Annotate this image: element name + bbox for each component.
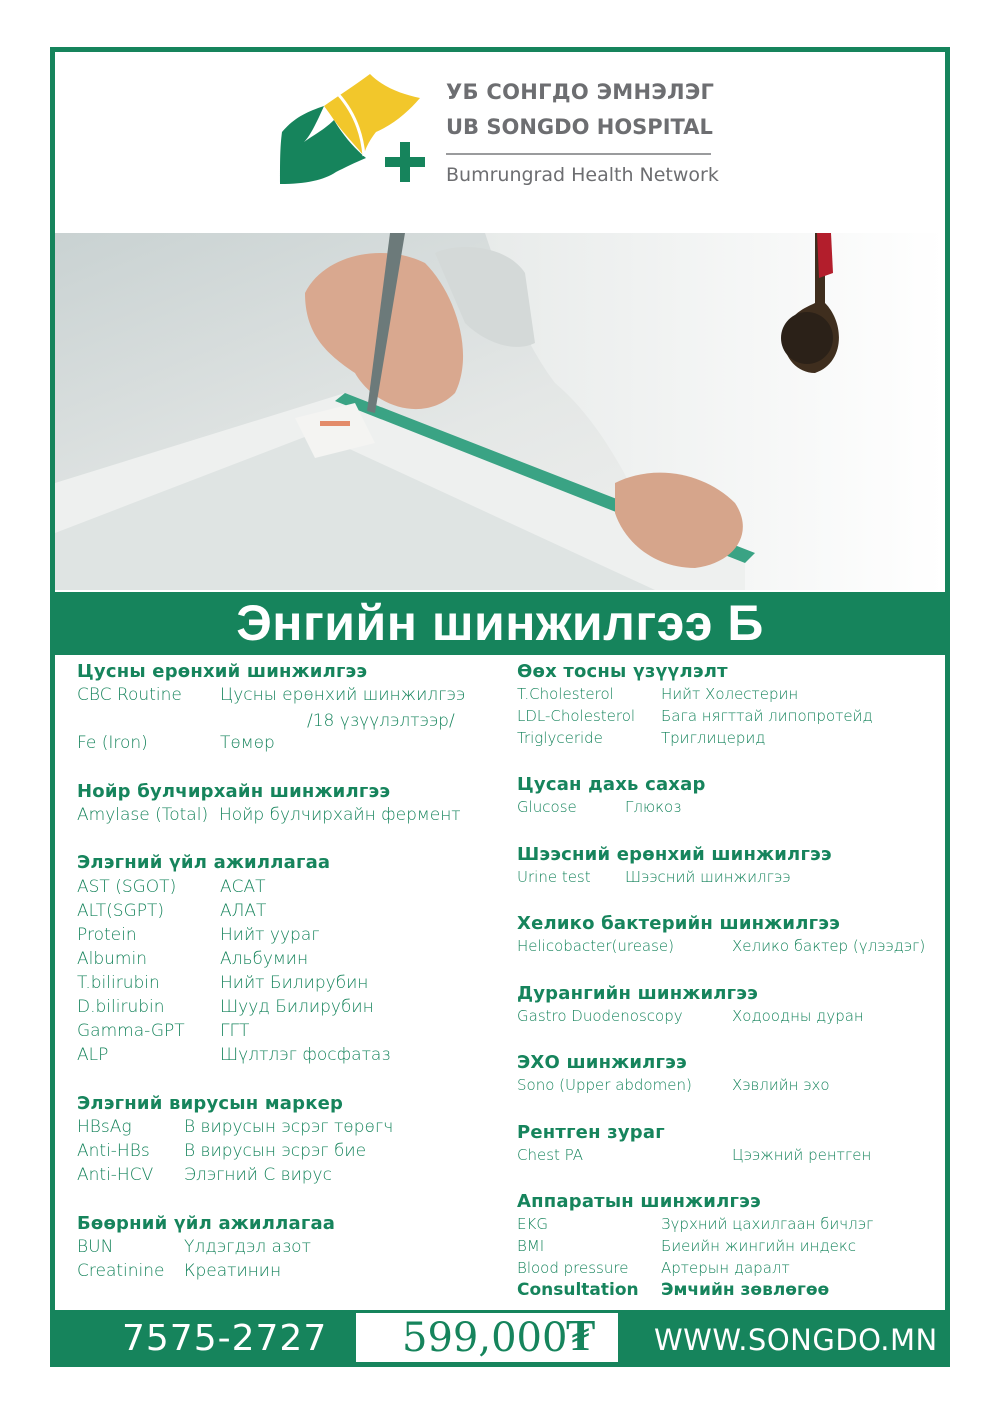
test-code: CBC Routine — [77, 685, 182, 705]
section-apparatus-heading: Аппаратын шинжилгээ — [517, 1191, 761, 1212]
section-urine-heading: Шээсний ерөнхий шинжилгээ — [517, 844, 832, 865]
test-code: Sono (Upper abdomen) — [517, 1076, 692, 1094]
logo-name-mn: УБ СОНГДО ЭМНЭЛЭГ — [446, 80, 715, 104]
test-code: BUN — [77, 1237, 114, 1257]
title-bar — [55, 592, 945, 655]
section-endoscopy-heading: Дурангийн шинжилгээ — [517, 983, 758, 1004]
test-name: Цусны ерөнхий шинжилгээ — [220, 685, 466, 705]
test-code: EKG — [517, 1215, 548, 1233]
test-code: T.bilirubin — [77, 973, 160, 993]
test-name: В вирусын эсрэг төрөгч — [184, 1117, 394, 1137]
logo-name-en: UB SONGDO HOSPITAL — [446, 115, 713, 139]
test-name: Ходоодны дуран — [732, 1007, 864, 1025]
test-name: Альбумин — [220, 949, 309, 969]
test-code: Helicobacter(urease) — [517, 937, 675, 955]
test-name: Биеийн жингийн индекс — [661, 1237, 856, 1255]
test-code: Creatinine — [77, 1261, 165, 1281]
test-name: Хэвлийн эхо — [732, 1076, 830, 1094]
test-name: Төмөр — [220, 733, 275, 753]
website-link[interactable]: WWW.SONGDO.MN — [654, 1323, 938, 1357]
test-code: ALP — [77, 1045, 109, 1065]
section-lipid-heading: Өөх тосны үзүүлэлт — [517, 661, 728, 682]
test-code: Amylase (Total) — [77, 805, 209, 825]
currency-symbol: ₮ — [566, 1310, 596, 1361]
test-code: HBsAg — [77, 1117, 132, 1137]
test-name: Эмчийн зөвлөгөө — [661, 1280, 830, 1300]
logo-divider — [446, 153, 711, 155]
price-value: 599,000 — [402, 1315, 568, 1361]
test-name: Бага нягттай липопротейд — [661, 707, 873, 725]
test-name: Нойр булчирхайн фермент — [219, 805, 461, 825]
doctor-writing-photo — [55, 233, 945, 590]
test-code: Chest PA — [517, 1146, 584, 1164]
test-name: Цээжний рентген — [732, 1146, 872, 1164]
test-code: Protein — [77, 925, 137, 945]
test-code: Glucose — [517, 798, 577, 816]
test-name: Нийт Холестерин — [661, 685, 799, 703]
test-code: Albumin — [77, 949, 147, 969]
test-name: Хелико бактер (үлээдэг) — [732, 937, 926, 955]
test-code: D.bilirubin — [77, 997, 165, 1017]
section-virus-heading: Элэгний вирусын маркер — [77, 1093, 344, 1114]
section-kidney-heading: Бөөрний үйл ажиллагаа — [77, 1213, 336, 1234]
test-code: Fe (Iron) — [77, 733, 148, 753]
test-name: Глюкоз — [625, 798, 682, 816]
test-code: T.Cholesterol — [517, 685, 614, 703]
section-pancreas-heading: Нойр булчирхайн шинжилгээ — [77, 781, 391, 802]
test-name: АЛАТ — [220, 901, 267, 921]
test-code: Blood pressure — [517, 1259, 629, 1277]
test-name: В вирусын эсрэг бие — [184, 1141, 367, 1161]
test-name: Шүлтлэг фосфатаз — [220, 1045, 391, 1065]
test-name: Артерын даралт — [661, 1259, 790, 1277]
logo-network: Bumrungrad Health Network — [446, 164, 719, 186]
test-code: BMI — [517, 1237, 545, 1255]
test-name: ГГТ — [220, 1021, 250, 1041]
section-cbc-heading: Цусны ерөнхий шинжилгээ — [77, 661, 368, 682]
section-sugar-heading: Цусан дахь сахар — [517, 774, 706, 795]
test-name: Нийт Билирубин — [220, 973, 369, 993]
test-name: Нийт уураг — [220, 925, 320, 945]
test-code: LDL-Cholesterol — [517, 707, 636, 725]
section-helico-heading: Хелико бактерийн шинжилгээ — [517, 913, 840, 934]
test-name: Шээсний шинжилгээ — [625, 868, 791, 886]
test-name: Зүрхний цахилгаан бичлэг — [661, 1215, 874, 1233]
section-liver-heading: Элэгний үйл ажиллагаа — [77, 852, 331, 873]
test-code: Anti-HBs — [77, 1141, 150, 1161]
test-name: Элэгний С вирус — [184, 1165, 332, 1185]
test-code: Urine test — [517, 868, 591, 886]
page-title: Энгийн шинжилгээ Б — [236, 595, 764, 651]
phone-number[interactable]: 7575-2727 — [122, 1318, 328, 1359]
test-code: AST (SGOT) — [77, 877, 177, 897]
test-code: Gamma-GPT — [77, 1021, 185, 1041]
test-code: Triglyceride — [517, 729, 603, 747]
test-name: Үлдэгдэл азот — [184, 1237, 311, 1257]
test-code: Anti-HCV — [77, 1165, 154, 1185]
test-note: /18 үзүүлэлтээр/ — [307, 711, 455, 731]
test-name: Триглицерид — [661, 729, 766, 747]
test-name: АСАТ — [220, 877, 266, 897]
test-code: Consultation — [517, 1280, 639, 1300]
test-name: Креатинин — [184, 1261, 282, 1281]
section-echo-heading: ЭХО шинжилгээ — [517, 1052, 687, 1073]
test-name: Шууд Билирубин — [220, 997, 374, 1017]
test-code: Gastro Duodenoscopy — [517, 1007, 683, 1025]
section-xray-heading: Рентген зураг — [517, 1122, 665, 1143]
test-code: ALT(SGPT) — [77, 901, 165, 921]
